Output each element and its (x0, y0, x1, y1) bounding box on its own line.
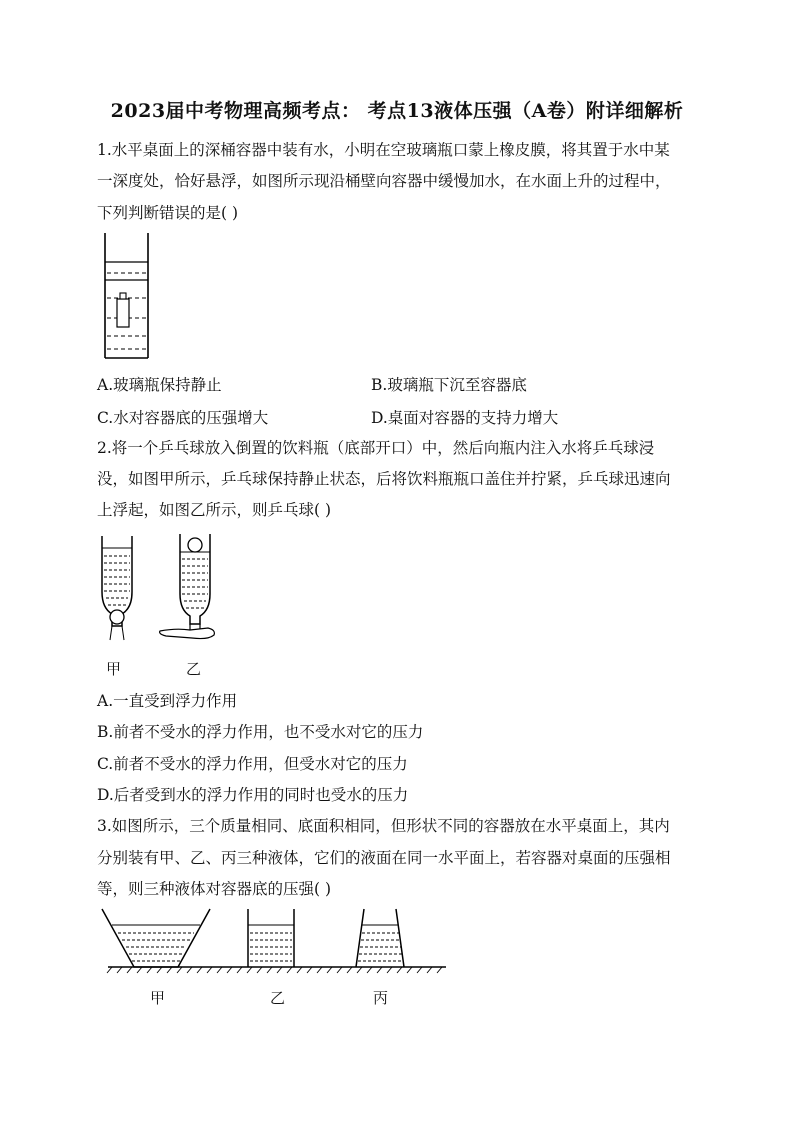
q3-label-jia: 甲 (150, 989, 166, 1007)
q3-line-3: 等，则三种液体对容器底的压强( ) (97, 880, 332, 898)
q1-option-a: A.玻璃瓶保持静止 (97, 376, 222, 394)
q1-figure-bucket-with-bottle (95, 228, 157, 362)
q1-option-c: C.水对容器底的压强增大 (97, 409, 269, 427)
q3-label-yi: 乙 (270, 989, 286, 1007)
q2-option-a: A.一直受到浮力作用 (97, 692, 238, 710)
q2-option-b: B.前者不受水的浮力作用，也不受水对它的压力 (97, 723, 424, 741)
q2-option-d: D.后者受到水的浮力作用的同时也受水的压力 (97, 786, 409, 804)
q3-figure-three-containers (98, 905, 450, 977)
bottle-yi (160, 534, 215, 639)
q2-line-2: 没，如图甲所示，乒乓球保持静止状态，后将饮料瓶瓶口盖住并拧紧，乒乓球迅速向 (97, 470, 671, 488)
q1-line-3: 下列判断错误的是( ) (97, 204, 239, 222)
q3-line-1: 3.如图所示，三个质量相同、底面积相同，但形状不同的容器放在水平桌面上，其内 (97, 817, 670, 835)
q3-label-bing: 丙 (373, 989, 389, 1007)
q2-label-yi: 乙 (186, 660, 202, 678)
q1-option-b: B.玻璃瓶下沉至容器底 (371, 376, 527, 394)
document-title: 2023届中考物理高频考点： 考点13液体压强（A卷）附详细解析 (110, 100, 684, 122)
q1-option-d: D.桌面对容器的支持力增大 (371, 409, 559, 427)
q3-line-2: 分别装有甲、乙、丙三种液体，它们的液面在同一水平面上，若容器对桌面的压强相 (97, 849, 671, 867)
q1-line-2: 一深度处，恰好悬浮，如图所示现沿桶壁向容器中缓慢加水，在水面上升的过程中， (97, 172, 671, 190)
q1-line-1: 1.水平桌面上的深桶容器中装有水，小明在空玻璃瓶口蒙上橡皮膜，将其置于水中某 (97, 141, 670, 159)
q2-line-1: 2.将一个乒乓球放入倒置的饮料瓶（底部开口）中，然后向瓶内注入水将乒乓球浸 (97, 439, 655, 457)
q2-line-3: 上浮起，如图乙所示，则乒乓球( ) (97, 501, 332, 519)
q2-label-jia: 甲 (106, 660, 122, 678)
bottle-jia (102, 536, 132, 640)
q2-option-c: C.前者不受水的浮力作用，但受水对它的压力 (97, 755, 408, 773)
q2-figure-bottles (96, 530, 236, 648)
